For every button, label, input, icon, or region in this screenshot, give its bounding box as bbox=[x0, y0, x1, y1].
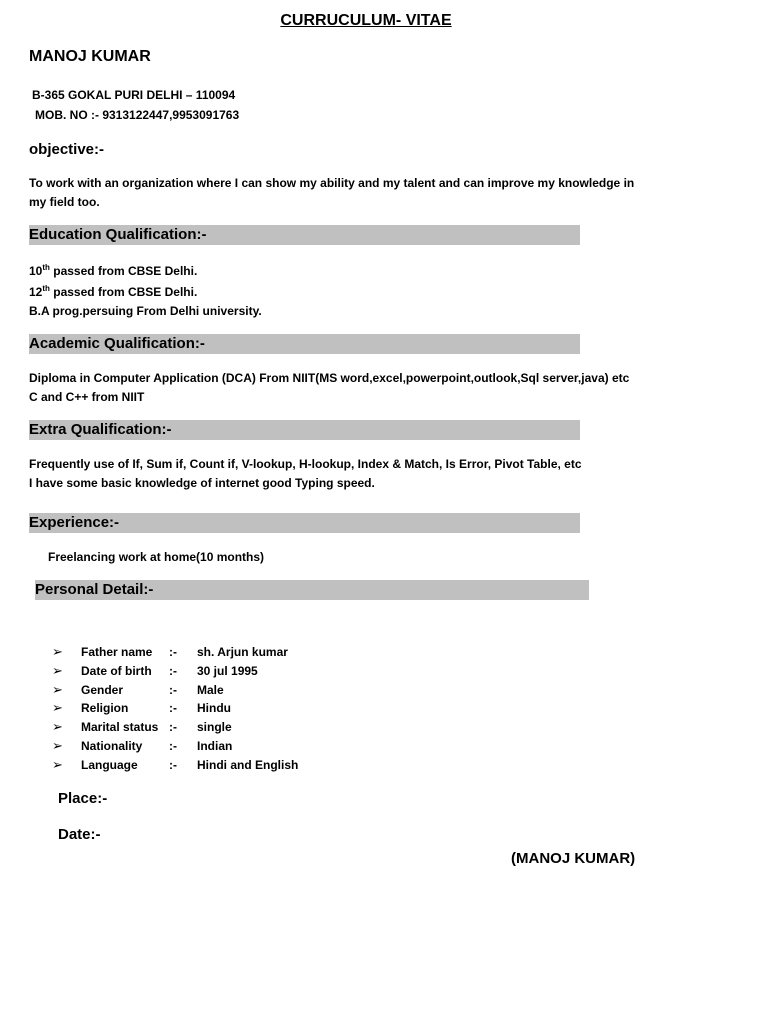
detail-value: sh. Arjun kumar bbox=[197, 645, 288, 659]
mobile-number: MOB. NO :- 9313122447,9953091763 bbox=[35, 108, 240, 122]
education-item: 10th passed from CBSE Delhi. bbox=[29, 263, 198, 278]
arrow-bullet-icon: ➢ bbox=[52, 700, 63, 715]
extra-line-1: Frequently use of If, Sum if, Count if, V-lookup, H-lookup, Index & Match, Is Error, Pivot Table, etc bbox=[29, 457, 582, 471]
personal-heading: Personal Detail:- bbox=[35, 581, 154, 598]
detail-value: Indian bbox=[197, 739, 233, 753]
arrow-bullet-icon: ➢ bbox=[52, 738, 63, 753]
academic-heading: Academic Qualification:- bbox=[29, 335, 205, 352]
education-item: 12th passed from CBSE Delhi. bbox=[29, 284, 198, 299]
detail-label: Nationality bbox=[81, 739, 143, 753]
academic-line-1: Diploma in Computer Application (DCA) From NIIT(MS word,excel,powerpoint,outlook,Sql server,java) etc bbox=[29, 371, 630, 385]
education-item: B.A prog.persuing From Delhi university. bbox=[29, 304, 262, 318]
experience-heading-bar bbox=[29, 513, 580, 533]
detail-value: Male bbox=[197, 683, 224, 697]
experience-heading: Experience:- bbox=[29, 514, 120, 531]
detail-label: Marital status bbox=[81, 720, 159, 734]
arrow-bullet-icon: ➢ bbox=[52, 682, 63, 697]
detail-separator: :- bbox=[169, 645, 177, 659]
detail-value: single bbox=[197, 720, 232, 734]
extra-line-2: I have some basic knowledge of internet good Typing speed. bbox=[29, 476, 375, 490]
signature-name: (MANOJ KUMAR) bbox=[511, 850, 636, 867]
detail-separator: :- bbox=[169, 683, 177, 697]
detail-separator: :- bbox=[169, 701, 177, 715]
place-label: Place:- bbox=[58, 790, 108, 807]
address: B-365 GOKAL PURI DELHI – 110094 bbox=[32, 88, 236, 102]
detail-value: Hindi and English bbox=[197, 758, 299, 772]
detail-value: 30 jul 1995 bbox=[197, 664, 258, 678]
objective-line-1: To work with an organization where I can show my ability and my talent and can improve my knowledge in bbox=[29, 176, 635, 190]
personal-heading-bar bbox=[35, 580, 589, 600]
detail-separator: :- bbox=[169, 758, 177, 772]
objective-heading: objective:- bbox=[29, 141, 105, 158]
detail-separator: :- bbox=[169, 739, 177, 753]
education-heading-bar bbox=[29, 225, 580, 245]
extra-heading: Extra Qualification:- bbox=[29, 421, 172, 438]
detail-label: Language bbox=[81, 758, 138, 772]
arrow-bullet-icon: ➢ bbox=[52, 719, 63, 734]
education-heading: Education Qualification:- bbox=[29, 226, 207, 243]
arrow-bullet-icon: ➢ bbox=[52, 644, 63, 659]
arrow-bullet-icon: ➢ bbox=[52, 663, 63, 678]
detail-separator: :- bbox=[169, 720, 177, 734]
academic-heading-bar bbox=[29, 334, 580, 354]
experience-line: Freelancing work at home(10 months) bbox=[48, 550, 265, 564]
detail-value: Hindu bbox=[197, 701, 231, 715]
detail-separator: :- bbox=[169, 664, 177, 678]
detail-label: Date of birth bbox=[81, 664, 152, 678]
detail-label: Gender bbox=[81, 683, 124, 697]
candidate-name: MANOJ KUMAR bbox=[29, 48, 151, 65]
document-title: CURRUCULUM- VITAE bbox=[280, 12, 452, 29]
detail-label: Father name bbox=[81, 645, 153, 659]
academic-line-2: C and C++ from NIIT bbox=[29, 390, 145, 404]
detail-label: Religion bbox=[81, 701, 129, 715]
objective-line-2: my field too. bbox=[29, 195, 100, 209]
date-label: Date:- bbox=[58, 826, 101, 843]
extra-heading-bar bbox=[29, 420, 580, 440]
arrow-bullet-icon: ➢ bbox=[52, 757, 63, 772]
